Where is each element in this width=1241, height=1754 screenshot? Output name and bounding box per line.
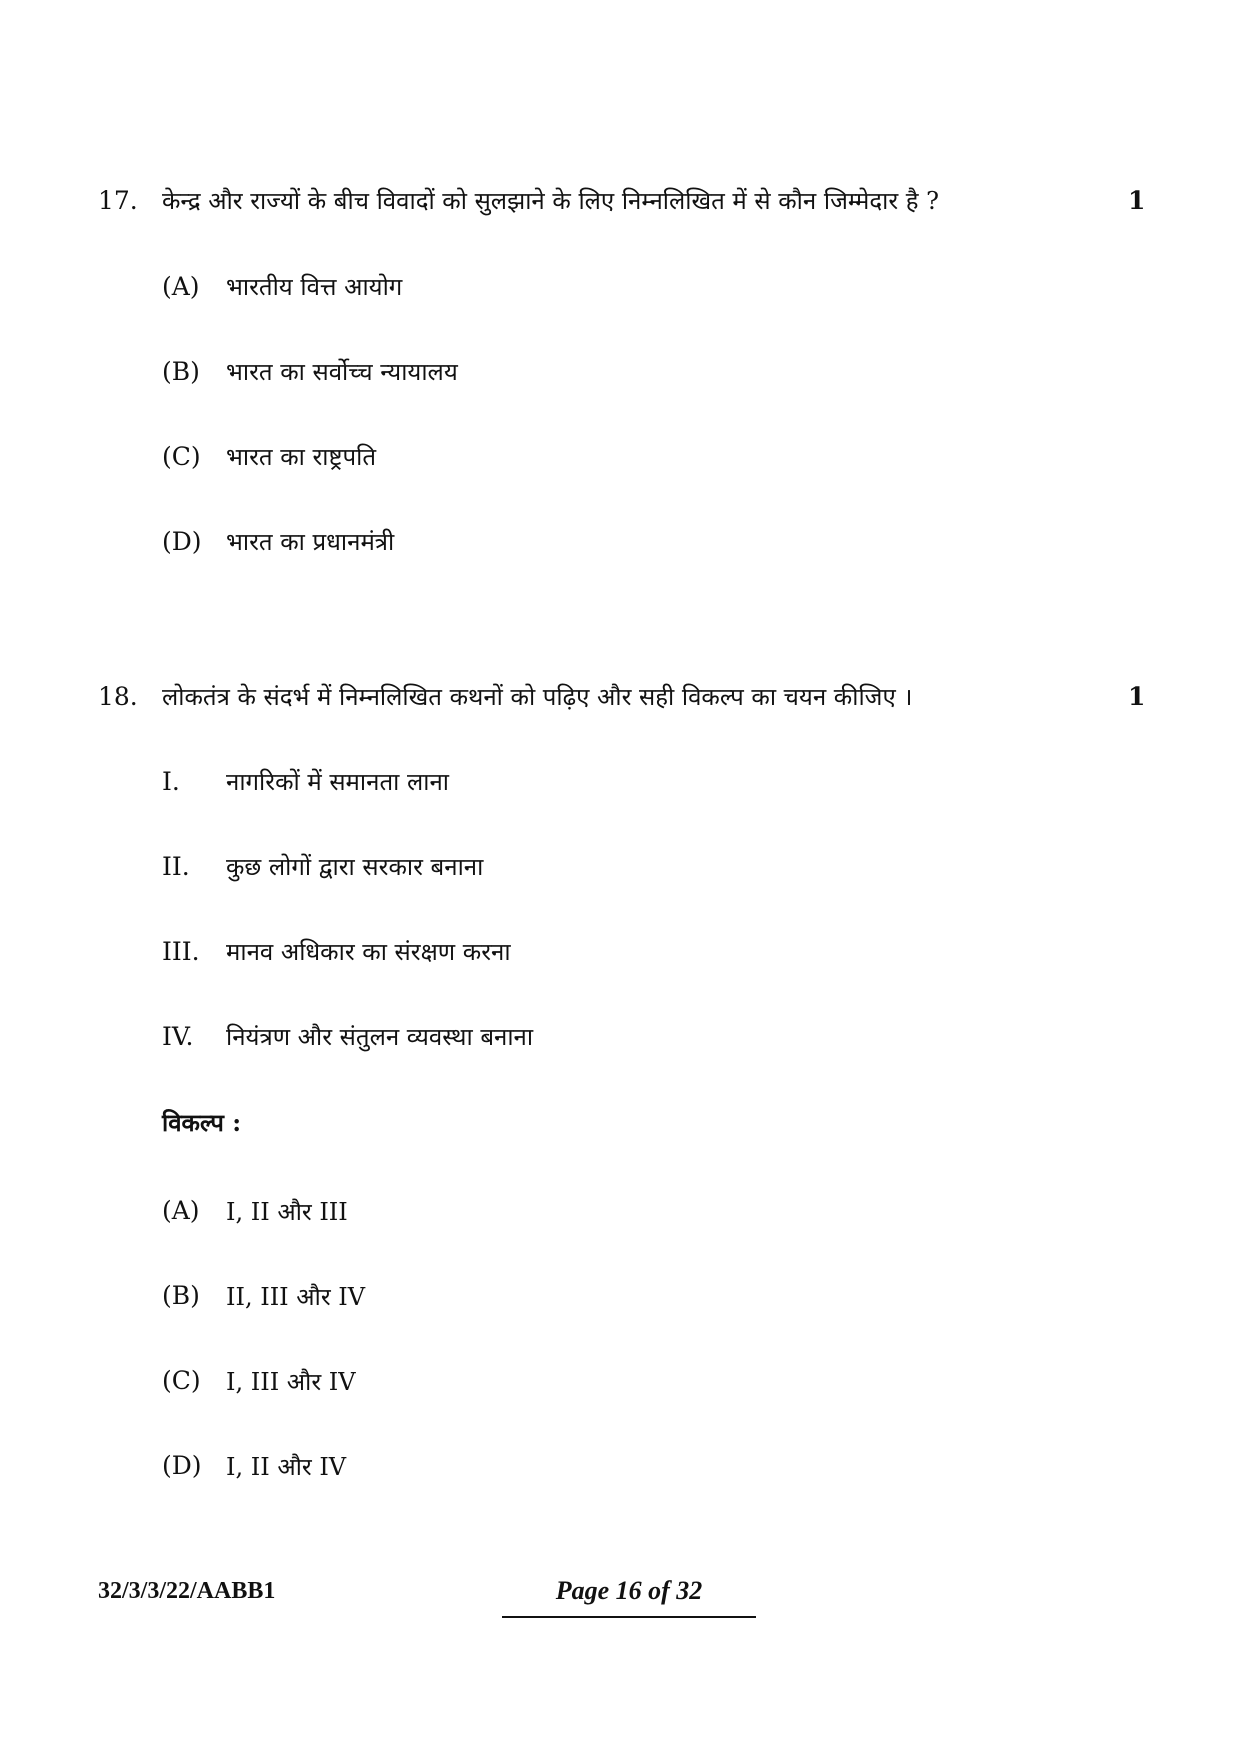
statement-label: II. (162, 852, 190, 881)
marks-label: 1 (1128, 682, 1146, 711)
option-text: भारतीय वित्त आयोग (226, 273, 403, 301)
statement-text: नागरिकों में समानता लाना (226, 768, 449, 796)
question-number: 18. (98, 682, 138, 711)
option-label: (C) (162, 442, 201, 471)
statement-text: कुछ लोगों द्वारा सरकार बनाना (226, 853, 484, 881)
question-text: लोकतंत्र के संदर्भ में निम्नलिखित कथनों को पढ़िए और सही विकल्प का चयन कीजिए । (162, 683, 913, 711)
option-label: (B) (162, 1281, 200, 1310)
option-text: I, II और IV (226, 1453, 347, 1481)
footer-underline (502, 1616, 756, 1618)
page-number: Page 16 of 32 (555, 1576, 703, 1605)
question-text: केन्द्र और राज्यों के बीच विवादों को सुलझाने के लिए निम्नलिखित में से कौन जिम्मेदार है ? (162, 187, 940, 215)
statement-label: III. (162, 937, 200, 966)
option-label: (D) (162, 527, 202, 556)
option-text: I, III और IV (226, 1368, 356, 1396)
option-text: भारत का सर्वोच्च न्यायालय (226, 358, 458, 386)
statement-text: नियंत्रण और संतुलन व्यवस्था बनाना (226, 1023, 534, 1051)
option-text: भारत का प्रधानमंत्री (226, 528, 395, 556)
statement-text: मानव अधिकार का संरक्षण करना (226, 938, 511, 966)
option-label: (B) (162, 357, 200, 386)
statement-label: IV. (162, 1022, 194, 1051)
paper-code: 32/3/3/22/AABB1 (98, 1578, 276, 1604)
option-label: (D) (162, 1451, 202, 1480)
option-text: II, III और IV (226, 1283, 366, 1311)
option-label: (A) (162, 1196, 200, 1225)
option-label: (C) (162, 1366, 201, 1395)
question-number: 17. (98, 186, 138, 215)
option-label: (A) (162, 272, 200, 301)
option-text: I, II और III (226, 1198, 348, 1226)
statement-label: I. (162, 767, 180, 796)
choices-heading: विकल्प : (162, 1108, 242, 1137)
marks-label: 1 (1128, 186, 1146, 215)
option-text: भारत का राष्ट्रपति (226, 443, 377, 471)
